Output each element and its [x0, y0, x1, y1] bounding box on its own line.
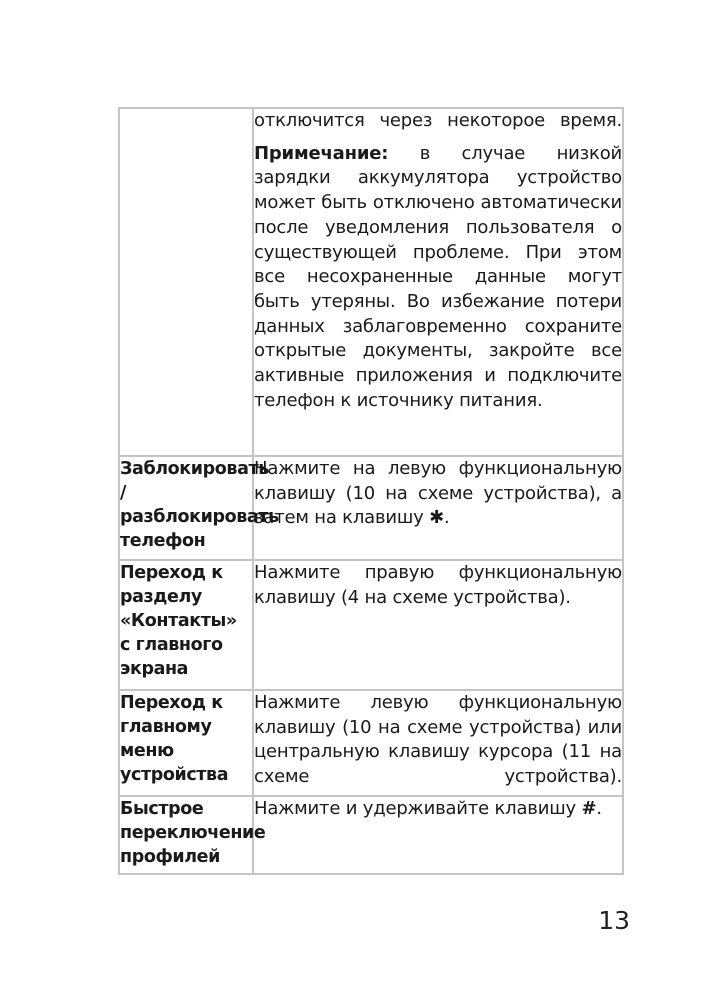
- action-cell: Переход к разделу «Контакты» с главного экрана: [119, 560, 253, 690]
- description-text-main: Нажмите на левую функциональную клавишу (10 на схеме устройства), а затем на клавишу: [254, 458, 622, 529]
- action-cell: Переход к главному меню устройства: [119, 690, 253, 796]
- table-row: [119, 560, 623, 690]
- hash-key-icon: #: [581, 798, 597, 819]
- description-text: [254, 797, 622, 822]
- table-row: [119, 690, 623, 796]
- description-cell: [253, 796, 623, 874]
- note-text: в случае низкой зарядки аккумулятора устройство может быть отключено автоматически после уведомления пользователя о существующей проблеме. При этом все несохраненные данные могут быть утеряны. Во избежание потери данных заблаговременно сохраните открытые документы, закройте все активные приложения и подключите телефон к источнику питания.: [254, 142, 623, 411]
- description-text: Нажмите правую функциональную клавишу (4 на схеме устройства).: [254, 562, 622, 608]
- description-text: отключится через некоторое время.: [254, 110, 622, 131]
- note-label: Примечание:: [254, 142, 389, 164]
- description-text: Нажмите левую функциональную клавишу (10 на схеме устройства) или центральную клавишу курсора (11 на схеме устройства).: [254, 692, 622, 788]
- table-row: [119, 108, 623, 456]
- description-text-end: .: [444, 507, 450, 529]
- description-cell: [253, 690, 623, 796]
- description-cell: [253, 560, 623, 690]
- action-cell: Заблокировать /разблокировать телефон: [119, 456, 253, 560]
- description-cell: [253, 108, 623, 456]
- asterisk-key-icon: ✱: [429, 507, 445, 529]
- table-row: [119, 796, 623, 874]
- description-text: [254, 457, 622, 531]
- description-text-main: Нажмите и удерживайте клавишу: [254, 798, 582, 819]
- instructions-table: [118, 107, 624, 875]
- action-cell: Быстрое переключение профилей: [119, 796, 253, 874]
- note-paragraph: [254, 142, 622, 414]
- page-number: 13: [598, 906, 630, 935]
- description-cell: [253, 456, 623, 560]
- description-text-end: .: [596, 798, 602, 819]
- table-row: [119, 456, 623, 560]
- action-cell: [119, 108, 253, 456]
